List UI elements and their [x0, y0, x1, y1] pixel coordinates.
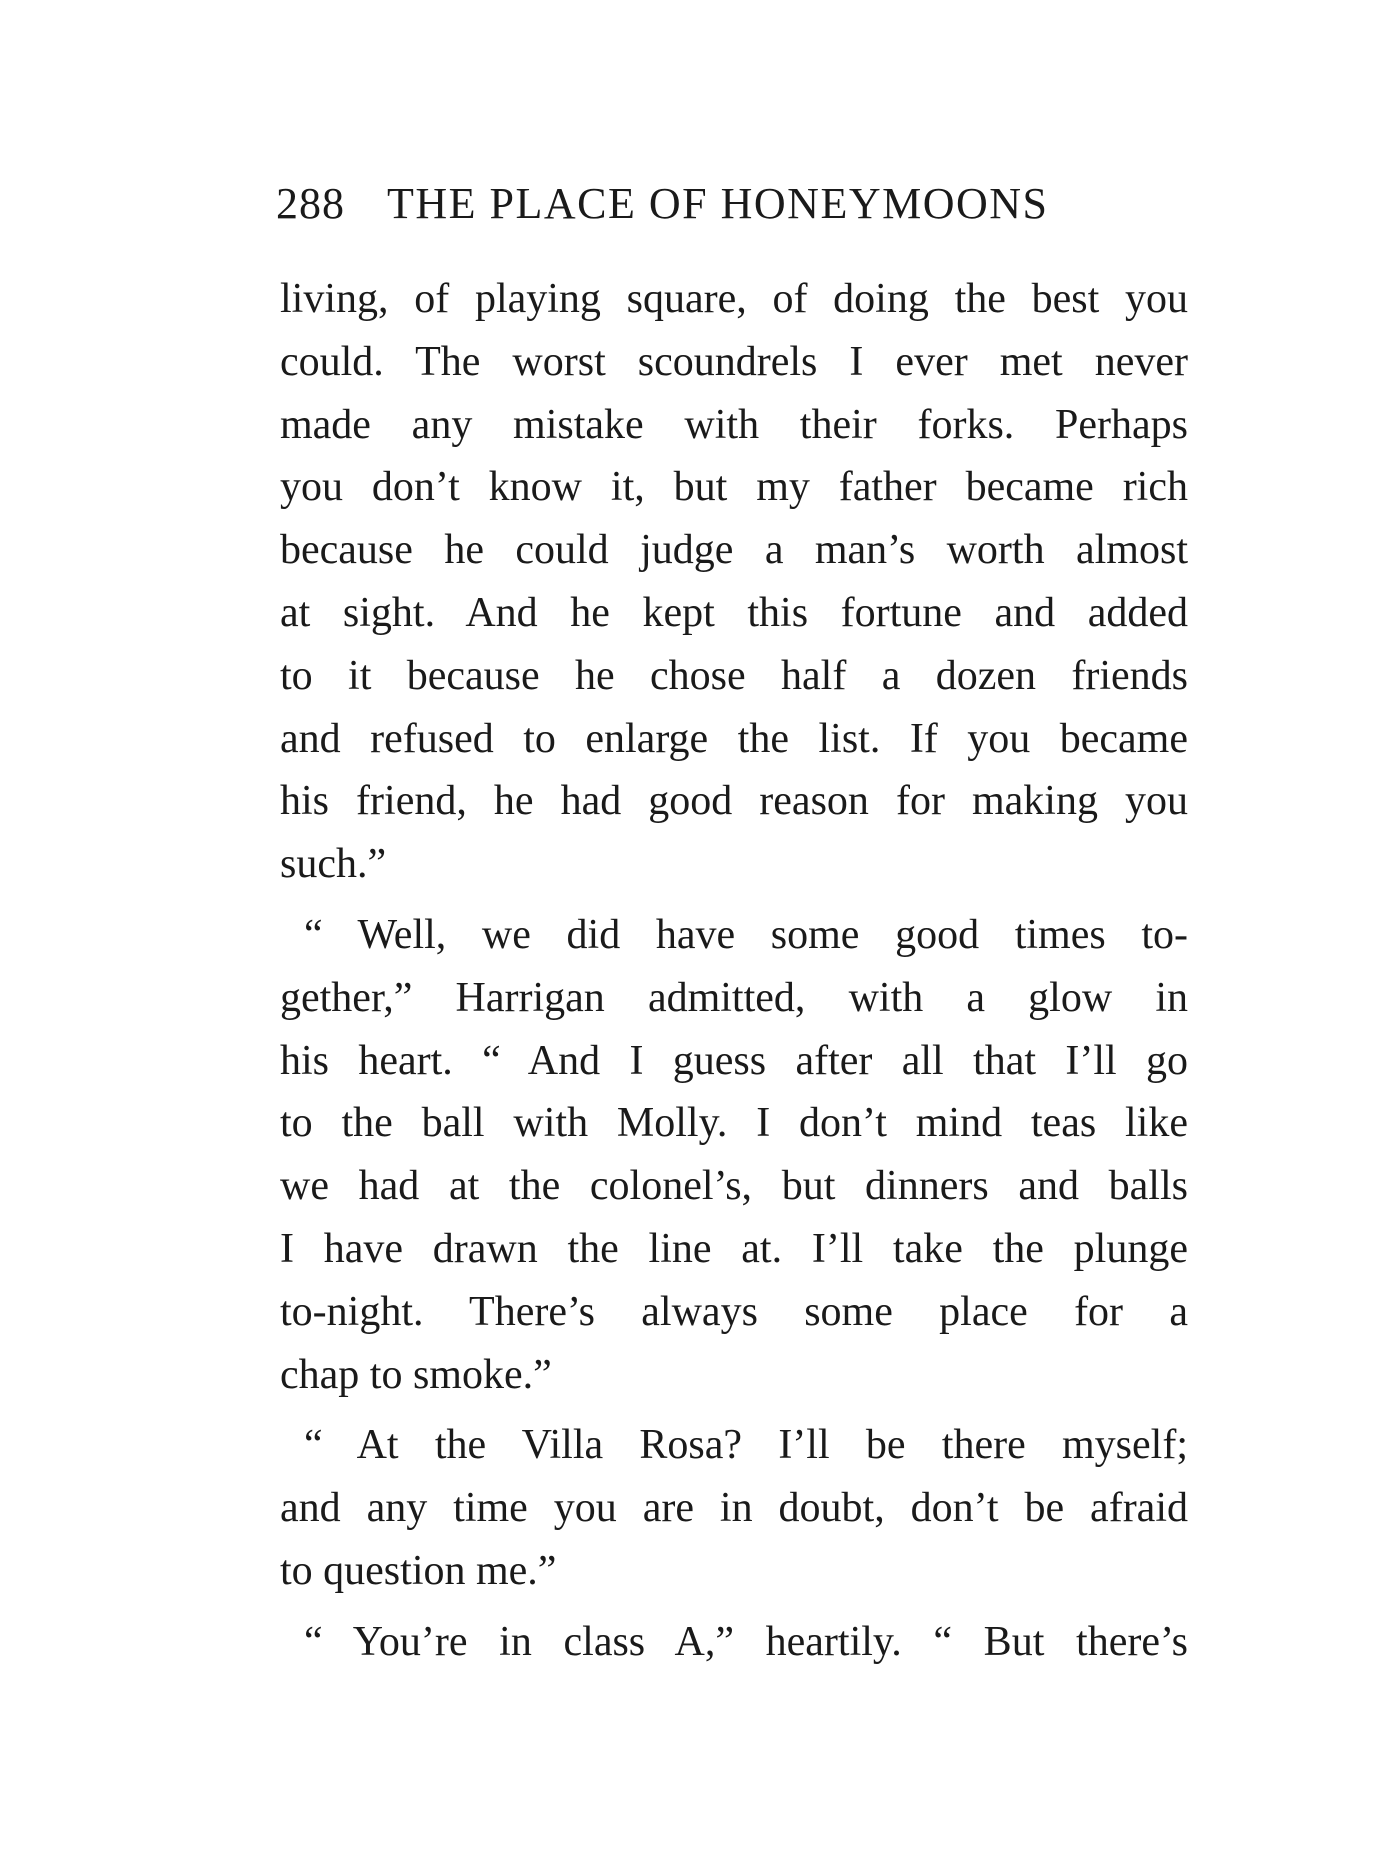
- text-line: “ At the Villa Rosa? I’ll be there myself;: [304, 1422, 1188, 1469]
- text-line: and refused to enlarge the list. If you became: [280, 715, 1188, 762]
- text-line: to-night. There’s always some place for a: [280, 1288, 1188, 1335]
- text-line: we had at the colonel’s, but dinners and balls: [280, 1163, 1188, 1210]
- text-line: “ Well, we did have some good times to-: [304, 911, 1188, 958]
- text-line: I have drawn the line at. I’ll take the plunge: [280, 1225, 1188, 1272]
- text-line: “ You’re in class A,” heartily. “ But there’s: [304, 1618, 1188, 1665]
- text-line: because he could judge a man’s worth almost: [280, 527, 1188, 574]
- text-line: to it because he chose half a dozen friends: [280, 652, 1188, 699]
- text-line: living, of playing square, of doing the best you: [280, 276, 1188, 322]
- text-line: his friend, he had good reason for making you: [280, 778, 1188, 825]
- text-line: and any time you are in doubt, don’t be afraid: [280, 1485, 1188, 1532]
- text-line: could. The worst scoundrels I ever met never: [280, 338, 1188, 385]
- running-head: [276, 178, 1166, 238]
- body-text: [280, 268, 1188, 1674]
- text-line: to the ball with Molly. I don’t mind teas like: [280, 1100, 1188, 1147]
- text-line: gether,” Harrigan admitted, with a glow in: [280, 974, 1188, 1021]
- text-line: made any mistake with their forks. Perhaps: [280, 401, 1188, 448]
- book-title: THE PLACE OF HONEYMOONS: [387, 179, 1049, 228]
- text-line: at sight. And he kept this fortune and added: [280, 589, 1188, 636]
- text-line: his heart. “ And I guess after all that I’ll go: [280, 1037, 1188, 1084]
- page-number: 288: [276, 179, 345, 228]
- text-line: to question me.”: [280, 1547, 557, 1594]
- text-line: such.”: [280, 841, 387, 888]
- text-line: you don’t know it, but my father became rich: [280, 464, 1188, 511]
- text-line: chap to smoke.”: [280, 1351, 552, 1398]
